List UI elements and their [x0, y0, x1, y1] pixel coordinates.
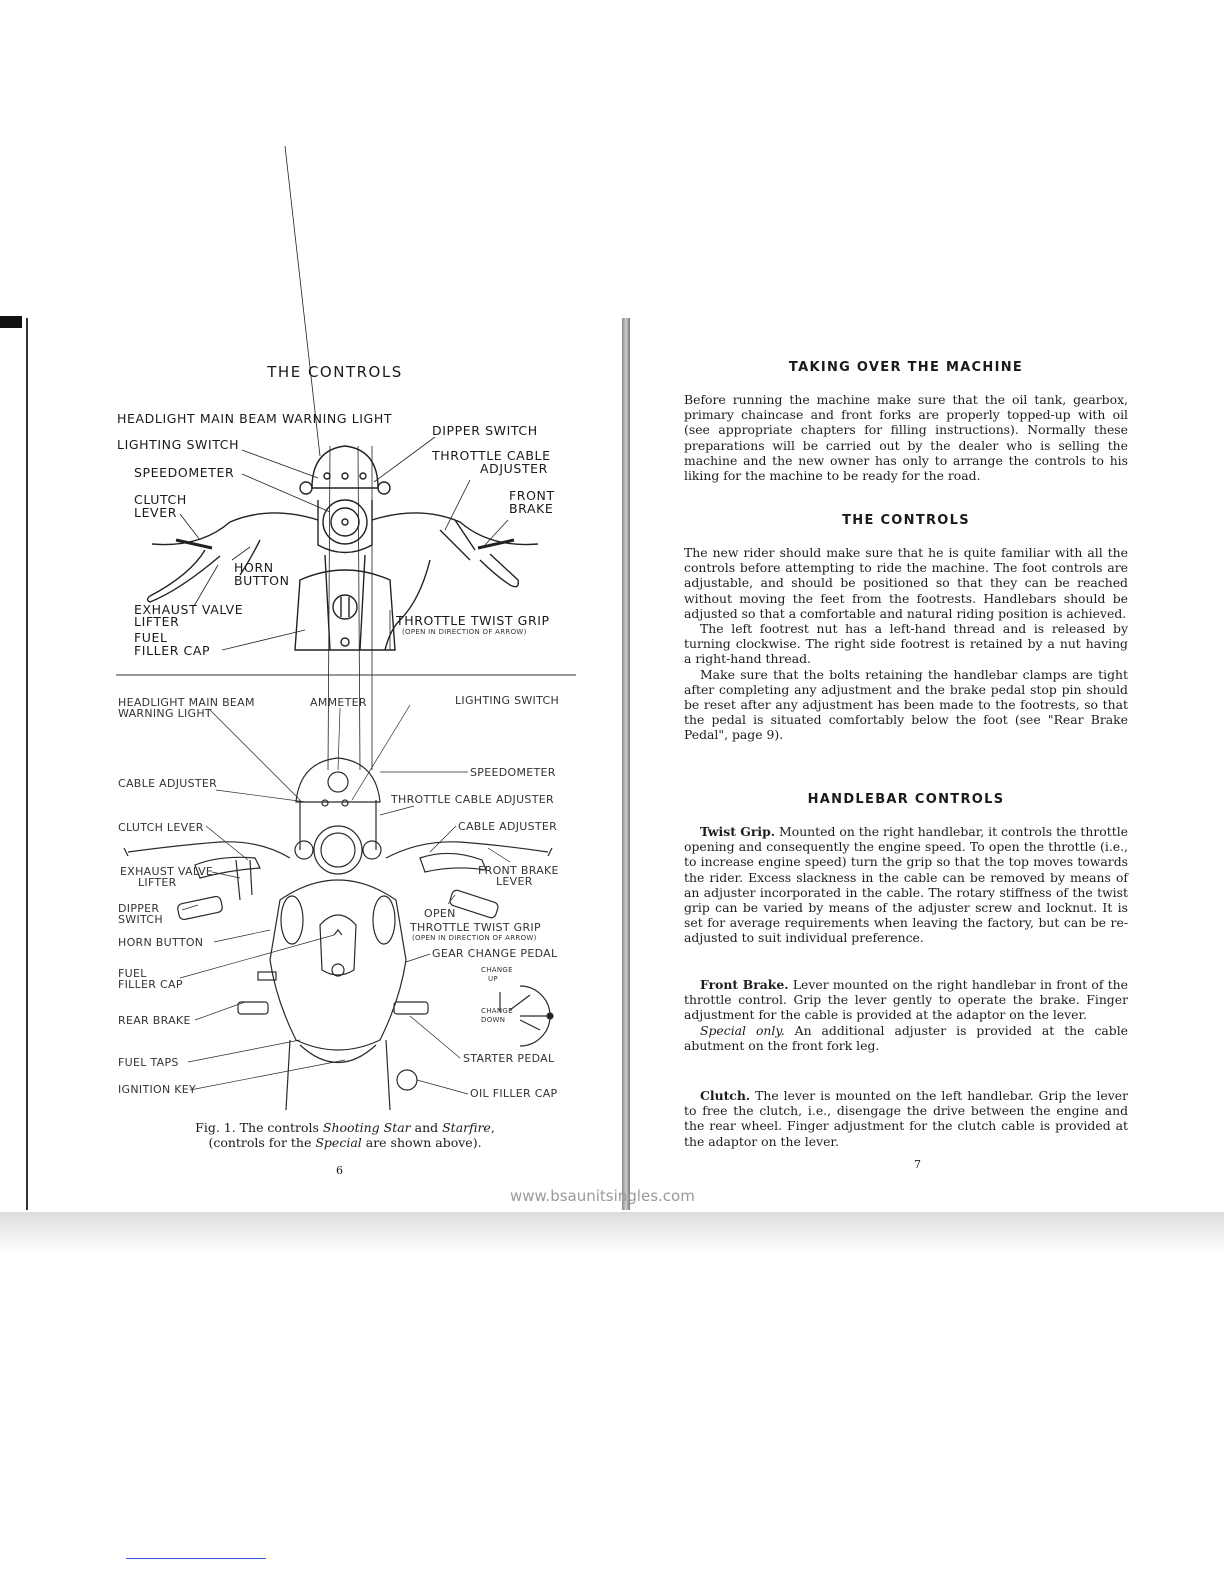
label-clutch-lever: LEVER: [134, 505, 177, 520]
label-b-change-down-2: DOWN: [481, 1016, 506, 1024]
clutch-title: Clutch.: [700, 1088, 751, 1103]
label-b-fuel-taps: FUEL TAPS: [118, 1056, 179, 1069]
label-b-fuel-filler-cap: FILLER CAP: [118, 978, 183, 991]
label-horn: HORN: [234, 560, 274, 575]
label-b-oil-filler-cap: OIL FILLER CAP: [470, 1087, 558, 1100]
label-throttle-twist-grip: THROTTLE TWIST GRIP: [396, 613, 550, 628]
label-b-starter-pedal: STARTER PEDAL: [463, 1052, 555, 1065]
left-page-number: 6: [336, 1164, 343, 1177]
section-front-brake: Front Brake. Lever mounted on the right handlebar in front of the throttle control. Grip the lever gently to operate the brake. Finger adjustment for the cable is provided at the adaptor on the lever. Special only. An additional adjuster is provided at the cable abutment on the front fork leg.: [684, 977, 1129, 1053]
label-b-headlight-main-beam: HEADLIGHT MAIN BEAM: [118, 696, 255, 709]
label-lighting-switch: LIGHTING SWITCH: [117, 437, 240, 452]
label-clutch: CLUTCH: [134, 492, 187, 507]
label-b-throttle-cable-adjuster: THROTTLE CABLE ADJUSTER: [391, 793, 554, 806]
label-b-speedometer: SPEEDOMETER: [470, 766, 556, 779]
label-headlight-main-beam: HEADLIGHT MAIN BEAM WARNING LIGHT: [117, 411, 393, 426]
figure-caption: Fig. 1. The controls Shooting Star and Starfire, (controls for the Special are shown above).: [195, 1120, 495, 1150]
section-controls-text: The new rider should make sure that he is quite familiar with all the controls before attempting to ride the machine. The foot controls are adjustable, and should be positioned so that they can be reached without moving the feet from the footrests. Handlebars should be adjusted so that a comfortable and natural riding position is achieved. The left footrest nut has a left-hand thread and is released by turning clockwise. The right side footrest is retained by a nut having a right-hand thread. Make sure that the bolts retaining the handlebar clamps are tight after completing any adjustment and the brake pedal stop pin should be reset after any adjustment has been made to the footrests, so that the pedal is situated comfortably below the foot (see "Rear Brake Pedal", page 9).: [684, 545, 1128, 743]
label-b-exhaust-lifter: LIFTER: [138, 876, 177, 889]
heading-the-controls: THE CONTROLS: [842, 513, 970, 528]
label-b-front-brake: FRONT BRAKE: [478, 864, 559, 877]
section-clutch: Clutch. The lever is mounted on the left handlebar. Grip the lever to free the clutch, i.e., disengage the drive between the engine and the rear wheel. Finger adjustment for the clutch cable is provided at the adaptor on the lever.: [684, 1088, 1128, 1149]
label-front-brake: BRAKE: [509, 501, 554, 516]
twist-grip-title: Twist Grip.: [700, 824, 776, 839]
label-b-throttle-twist-grip: THROTTLE TWIST GRIP: [410, 921, 541, 934]
label-b-cable-adjuster-right: CABLE ADJUSTER: [458, 820, 558, 833]
label-exhaust-lifter: LIFTER: [134, 614, 180, 629]
label-b-dipper-switch: SWITCH: [118, 913, 163, 926]
label-throttle-cable: THROTTLE CABLE: [432, 448, 551, 463]
footer-link-underline: [126, 1558, 266, 1559]
left-page-title: THE CONTROLS: [267, 363, 403, 381]
label-b-cable-adjuster-left: CABLE ADJUSTER: [118, 777, 218, 790]
label-front: FRONT: [509, 488, 555, 503]
label-b-change-up-2: UP: [488, 975, 498, 983]
label-b-change-down-1: CHANGE: [481, 1007, 513, 1015]
label-b-horn-button: HORN BUTTON: [118, 936, 204, 949]
heading-handlebar-controls: HANDLEBAR CONTROLS: [807, 792, 1005, 807]
label-b-clutch-lever: CLUTCH LEVER: [118, 821, 204, 834]
label-b-rear-brake: REAR BRAKE: [118, 1014, 191, 1027]
label-b-ammeter: AMMETER: [310, 696, 367, 709]
label-fuel: FUEL: [134, 630, 168, 645]
right-page-number: 7: [914, 1158, 921, 1171]
label-open-direction: (OPEN IN DIRECTION OF ARROW): [402, 628, 527, 636]
label-b-fuel: FUEL: [118, 967, 147, 980]
label-b-open-direction: (OPEN IN DIRECTION OF ARROW): [412, 934, 537, 942]
heading-taking-over: TAKING OVER THE MACHINE: [788, 360, 1024, 375]
section-taking-over-text: Before running the machine make sure that the oil tank, gearbox, primary chaincase and front forks are properly topped-up with oil (see appropriate chapters for filling instructions). Normally these preparations will be carried out by the dealer who is selling the machine and the new owner has only to arrange the controls to his liking for the machine to be ready for the road.: [684, 392, 1128, 484]
front-brake-title: Front Brake.: [700, 977, 789, 992]
label-b-front-brake-lever: LEVER: [496, 875, 533, 888]
special-only-title: Special only.: [700, 1022, 785, 1038]
label-b-change-up-1: CHANGE: [481, 966, 513, 974]
section-twist-grip: Twist Grip. Mounted on the right handlebar, it controls the throttle opening and consequently the engine speed. To open the throttle (i.e., to increase engine speed) turn the grip so that the top moves towards the rider. Excess slackness in the cable can be removed by means of an adjuster incorporated in the cable. The rotary stiffness of the twist grip can be varied by means of the adjuster screw and locknut. It is set for average requirements when leaving the factory, but can be re-adjusted to suit individual preference.: [684, 824, 1128, 946]
label-b-warning-light: WARNING LIGHT: [118, 707, 212, 720]
label-b-ignition-key: IGNITION KEY: [118, 1083, 197, 1096]
label-b-exhaust-valve: EXHAUST VALVE: [120, 865, 214, 878]
label-exhaust-valve: EXHAUST VALVE: [134, 602, 244, 617]
label-speedometer: SPEEDOMETER: [134, 465, 235, 480]
label-b-lighting-switch: LIGHTING SWITCH: [455, 694, 560, 707]
label-throttle-adjuster: ADJUSTER: [480, 461, 548, 476]
label-dipper-switch: DIPPER SWITCH: [432, 423, 538, 438]
label-fuel-filler-cap: FILLER CAP: [134, 643, 211, 658]
label-b-dipper: DIPPER: [118, 902, 160, 915]
label-b-gear-change-pedal: GEAR CHANGE PEDAL: [432, 947, 558, 960]
label-horn-button: BUTTON: [234, 573, 290, 588]
label-b-open: OPEN: [424, 907, 456, 920]
watermark-url: www.bsaunitsingles.com: [510, 1187, 695, 1205]
